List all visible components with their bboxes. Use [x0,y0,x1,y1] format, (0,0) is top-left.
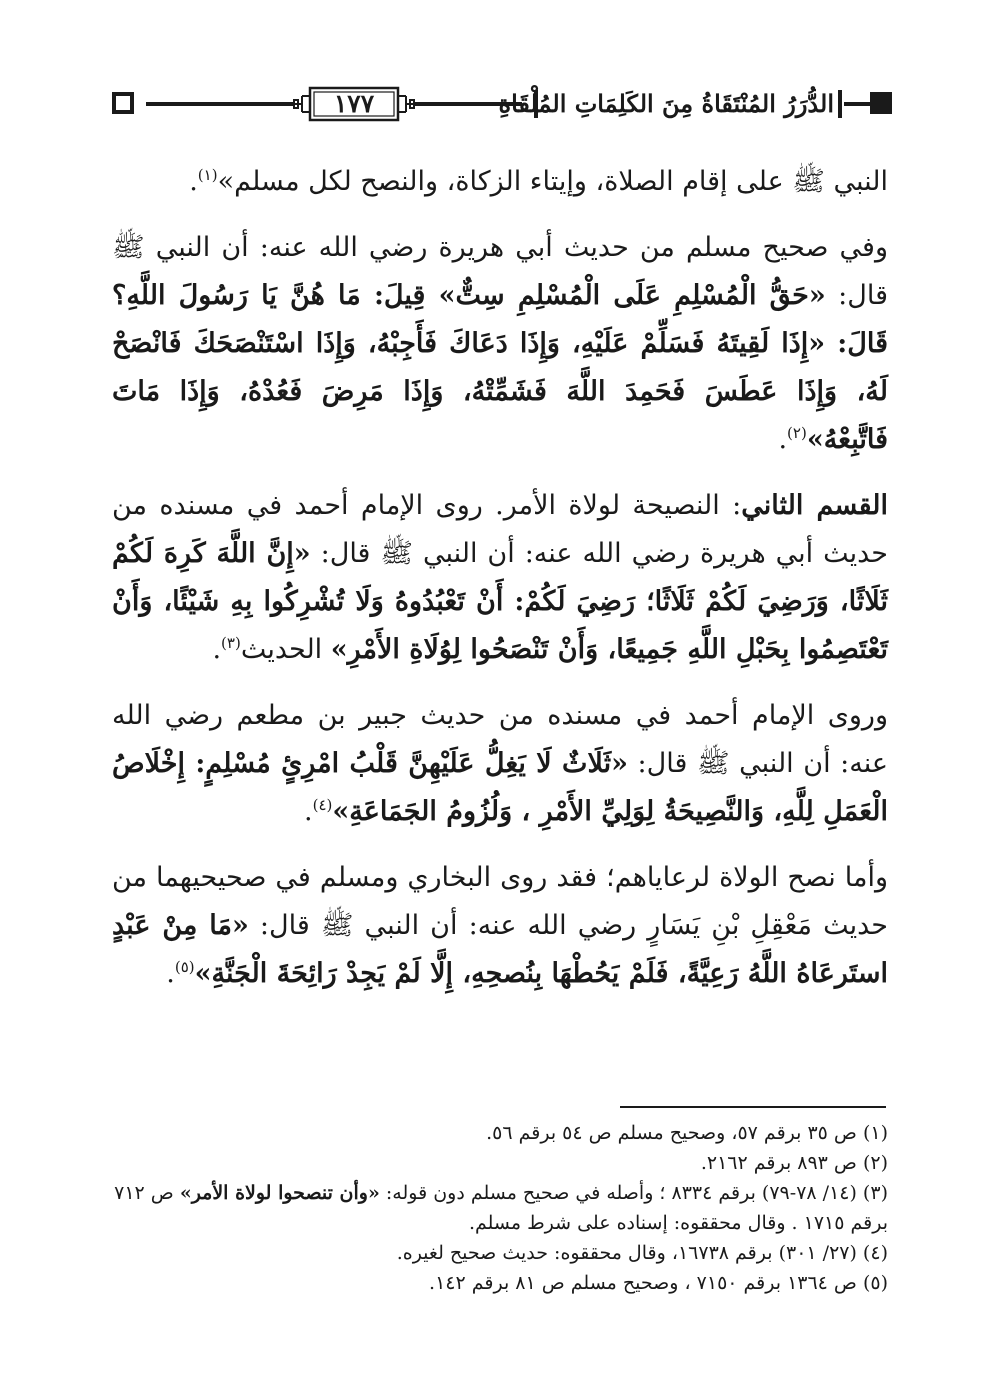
page-header [112,80,892,128]
footnote-ref-3: (٣) [221,634,241,652]
header-rule-right [844,102,872,106]
paragraph-4-intro: وروى الإمام أحمد في مسنده من حديث جبير بن مطعم رضي الله عنه: أن النبي ﷺ قال: [112,700,888,779]
header-square-filled [870,92,892,114]
paragraph-2-intro: وفي صحيح مسلم من حديث أبي هريرة رضي الله عنه: أن النبي ﷺ قال: [112,232,889,311]
footnote-ref-4: (٤) [312,796,333,814]
footnotes [112,1118,888,1298]
footnote-ref-2: (٢) [787,424,807,442]
hadith-quote-2: «حَقُّ الْمُسْلِمِ عَلَى الْمُسْلِمِ سِتٌّ» قِيلَ: مَا هُنَّ يَا رَسُولَ اللَّهِ؟ قَالَ: «إِذَا لَقِيتَهُ فَسَلِّمْ عَلَيْهِ، وَإِذَا دَعَاكَ فَأَجِبْهُ، وَإِذَا اسْتَنْصَحَكَ فَانْصَحْ لَهُ، وَإِذَا عَطَسَ فَحَمِدَ اللَّهَ فَشَمِّتْهُ، وَإِذَا مَرِضَ فَعُدْهُ، وَإِذَا مَاتَ فَاتَّبِعْهُ» [112,280,888,455]
paragraph-3: القسم الثاني: النصيحة لولاة الأمر. روى الإمام أحمد في مسنده من حديث أبي هريرة رضي الله عنه: أن النبي ﷺ قال: «إِنَّ اللَّهَ كَرِهَ لَكُمْ ثَلَاثًا، وَرَضِيَ لَكُمْ ثَلَاثًا؛ رَضِيَ لَكُمْ: أَنْ تَعْبُدُوهُ وَلَا تُشْرِكُوا بِهِ شَيْئًا، وَأَنْ تَعْتَصِمُوا بِحَبْلِ اللَّهِ جَمِيعًا، وَأَنْ تَنْصَحُوا لِوُلَاةِ الأَمْرِ» الحديث$^{(٣)}$. [112,490,888,665]
page-number: ١٧٧ [333,89,375,118]
footnote-ref-5: (٥) [174,958,195,976]
paragraph-1-text: النبي ﷺ على إقام الصلاة، وإيتاء الزكاة، والنصح لكل مسلم» [217,166,888,197]
footnote-5: (٥) ص ١٣٦٤ برقم ٧١٥٠ ، وصحيح مسلم ص ٨١ برقم ١٤٢. [429,1272,888,1294]
footnote-3-start: (٣) (١٤/ ٧٨-٧٩) برقم ٨٣٣٤ ؛ وأصله في صحيح مسلم دون قوله: [379,1182,888,1204]
header-square-outline [112,92,134,114]
paragraph-2: وفي صحيح مسلم من حديث أبي هريرة رضي الله عنه: أن النبي ﷺ قال: «حَقُّ الْمُسْلِمِ عَلَى الْمُسْلِمِ سِتٌّ» قِيلَ: مَا هُنَّ يَا رَسُولَ اللَّهِ؟ قَالَ: «إِذَا لَقِيتَهُ فَسَلِّمْ عَلَيْهِ، وَإِذَا دَعَاكَ فَأَجِبْهُ، وَإِذَا اسْتَنْصَحَكَ فَانْصَحْ لَهُ، وَإِذَا عَطَسَ فَحَمِدَ اللَّهَ فَشَمِّتْهُ، وَإِذَا مَرِضَ فَعُدْهُ، وَإِذَا مَاتَ فَاتَّبِعْهُ»$^{(٢)}$. [112,232,889,455]
hadith-quote-3: «إِنَّ اللَّهَ كَرِهَ لَكُمْ ثَلَاثًا، وَرَضِيَ لَكُمْ ثَلَاثًا؛ رَضِيَ لَكُمْ: أَنْ تَعْبُدُوهُ وَلَا تُشْرِكُوا بِهِ شَيْئًا، وَأَنْ تَعْتَصِمُوا بِحَبْلِ اللَّهِ جَمِيعًا، وَأَنْ تَنْصَحُوا لِوُلَاةِ الأَمْرِ» [112,538,888,665]
section-label: القسم الثاني [741,490,888,521]
paragraph-1: النبي ﷺ على إقام الصلاة، وإيتاء الزكاة، والنصح لكل مسلم»$^{(١)}$. [189,166,888,197]
hadith-quote-5: «مَا مِنْ عَبْدٍ استَرعَاهُ اللَّهُ رَعِيَّةً، فَلَمْ يَحُطْهَا بِنُصحِهِ، إِلَّا لَمْ يَجِدْ رَائِحَةَ الْجَنَّةِ» [112,910,888,989]
footnote-ref-1: (١) [197,166,218,184]
paragraph-3-intro: : النصيحة لولاة الأمر. روى الإمام أحمد في مسنده من حديث أبي هريرة رضي الله عنه: أن النبي ﷺ قال: [112,490,888,569]
footnote-2: (٢) ص ٨٩٣ برقم ٢١٦٢. [700,1152,888,1174]
footnote-1: (١) ص ٣٥ برقم ٥٧، وصحيح مسلم ص ٥٤ برقم ٥٦. [486,1122,888,1144]
header-bar-right [838,90,842,118]
footnote-3 [112,1178,888,1238]
header-rule-left [146,102,294,106]
footnote-separator [620,1106,886,1108]
hadith-quote-4: «ثَلَاثٌ لَا يَغِلُّ عَلَيْهِنَّ قَلْبُ امْرِئٍ مُسْلِمٍ: إِخْلَاصُ الْعَمَلِ لِلَّهِ، وَالنَّصِيحَةُ لِوَلِيِّ الأَمْرِ ، وَلُزُومُ الجَمَاعَةِ» [112,748,888,827]
paragraph-3-tail: الحديث [240,634,331,665]
footnote-4: (٤) (٢٧/ ٣٠١) برقم ١٦٧٣٨، وقال محققوه: حديث صحيح لغيره. [396,1242,888,1264]
main-text [112,158,888,1016]
paragraph-5: وأما نصح الولاة لرعاياهم؛ فقد روى البخاري ومسلم في صحيحيهما من حديث مَعْقِلِ بْنِ يَسَارٍ رضي الله عنه: أن النبي ﷺ قال: «مَا مِنْ عَبْدٍ استَرعَاهُ اللَّهُ رَعِيَّةً، فَلَمْ يَحُطْهَا بِنُصحِهِ، إِلَّا لَمْ يَجِدْ رَائِحَةَ الْجَنَّةِ»$^{(٥)}$. [112,862,888,989]
footnote-3-end: ص ٧١٢ برقم ١٧١٥ . وقال محققوه: إسناده على شرط مسلم. [114,1182,888,1234]
paragraph-5-intro: وأما نصح الولاة لرعاياهم؛ فقد روى البخاري ومسلم في صحيحيهما من حديث مَعْقِلِ بْنِ يَسَارٍ رضي الله عنه: أن النبي ﷺ قال: [112,862,888,941]
footnote-3-quote: «وأن تنصحوا لولاة الأمر» [179,1182,380,1204]
book-title: الدُّرَرُ المُنْتَقَاةُ مِنَ الكَلِمَاتِ المُلْقَاةِ [498,89,834,118]
paragraph-4: وروى الإمام أحمد في مسنده من حديث جبير بن مطعم رضي الله عنه: أن النبي ﷺ قال: «ثَلَاثٌ لَا يَغِلُّ عَلَيْهِنَّ قَلْبُ امْرِئٍ مُسْلِمٍ: إِخْلَاصُ الْعَمَلِ لِلَّهِ، وَالنَّصِيحَةُ لِوَلِيِّ الأَمْرِ ، وَلُزُومُ الجَمَاعَةِ»$^{(٤)}$. [112,700,888,827]
page-number-frame [288,84,420,124]
